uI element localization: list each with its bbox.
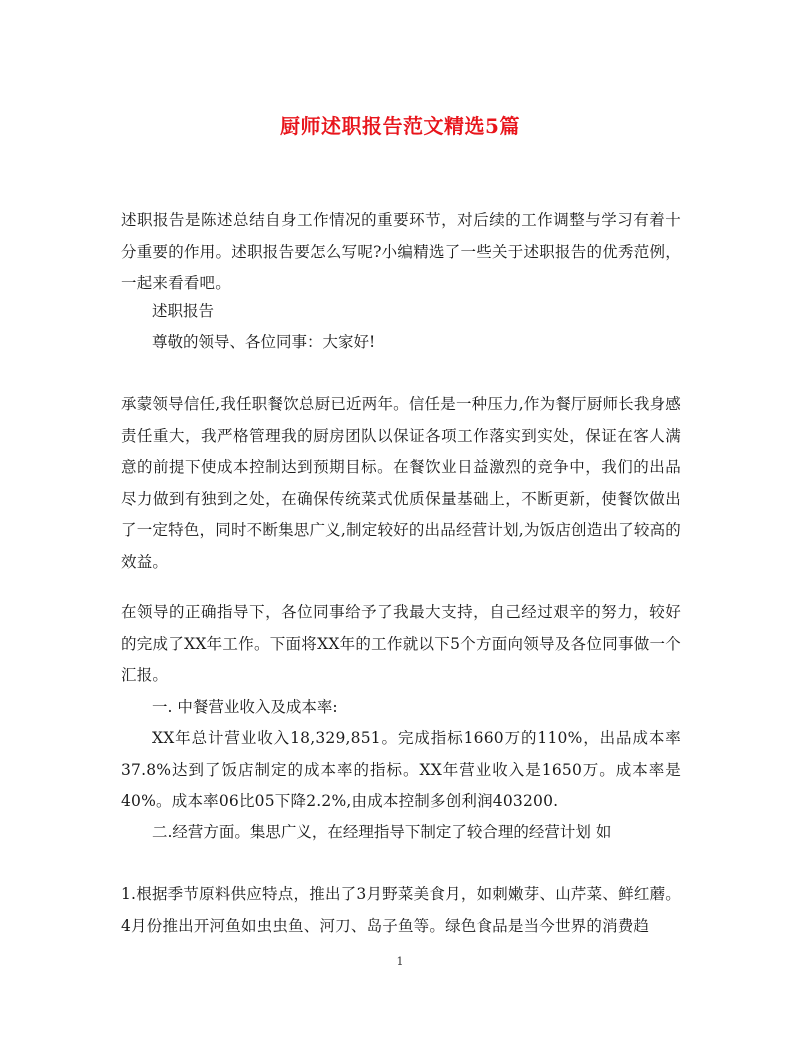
- intro-paragraph: 述职报告是陈述总结自身工作情况的重要环节，对后续的工作调整与学习有着十分重要的作用。述职报告要怎么写呢?小编精选了一些关于述职报告的优秀范例，一起来看看吧。: [121, 211, 681, 292]
- page-number: 1: [396, 955, 404, 968]
- document-title: 厨师述职报告范文精选5篇: [280, 114, 520, 138]
- list-item-1: 1.根据季节原料供应特点，推出了3月野菜美食月，如刺嫩芽、山芹菜、鲜红蘑。4月份推出开河鱼如虫虫鱼、河刀、岛子鱼等。绿色食品是当今世界的消费趋: [121, 885, 681, 935]
- heading-label: 述职报告: [152, 302, 215, 320]
- body-paragraph-2: 在领导的正确指导下，各位同事给予了我最大支持，自己经过艰辛的努力，较好的完成了XX年工作。下面将XX年的工作就以下5个方面向领导及各位同事做一个汇报。: [121, 603, 681, 684]
- section-1-heading: 一. 中餐营业收入及成本率:: [152, 698, 338, 716]
- greeting-line: 尊敬的领导、各位同事：大家好!: [152, 333, 376, 351]
- section-1-body: XX年总计营业收入18,329,851。完成指标1660万的110%，出品成本率 37.8%达到了饭店制定的成本率的指标。XX年营业收入是1650万。成本率是40%。成本率06比05下降2.2%,由成本控制多创利润403200.: [121, 729, 681, 810]
- section-2-heading: 二.经营方面。集思广义，在经理指导下制定了较合理的经营计划 如: [152, 823, 612, 841]
- body-paragraph-1: 承蒙领导信任,我任职餐饮总厨已近两年。信任是一种压力,作为餐厅厨师长我身感责任重大，我严格管理我的厨房团队以保证各项工作落实到实处，保证在客人满意的前提下使成本控制达到预期目标。在餐饮业日益激烈的竞争中，我们的出品尽力做到有独到之处，在确保传统菜式优质保量基础上，不断更新，使餐饮做出了一定特色，同时不断集思广义,制定较好的出品经营计划,为饭店创造出了较高的效益。: [121, 395, 681, 571]
